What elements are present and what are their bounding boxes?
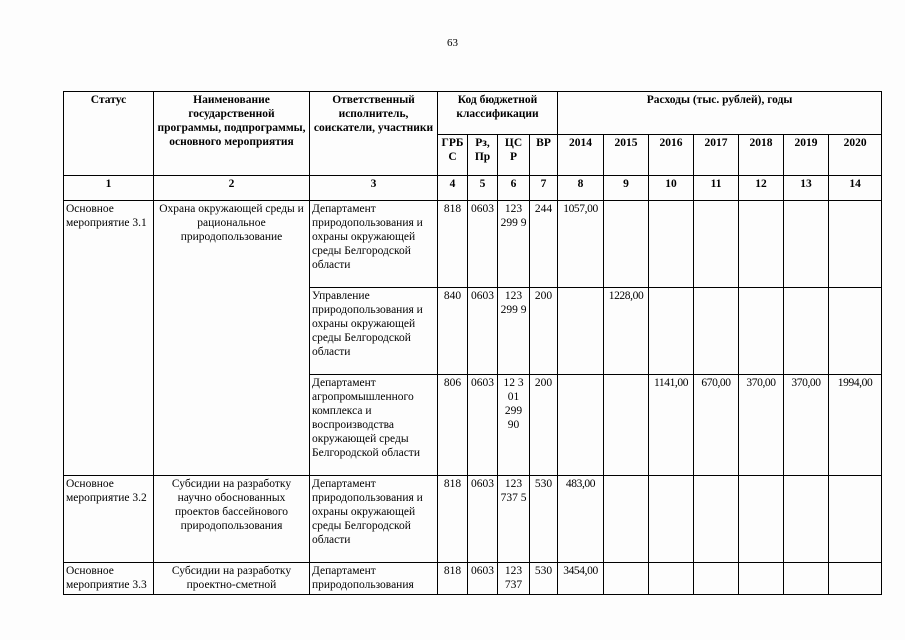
amount-cell: 370,00: [784, 375, 829, 476]
year-header: 2020: [829, 135, 882, 176]
column-number-row: [64, 176, 882, 201]
vr-cell: 200: [530, 288, 558, 375]
column-number: 9: [604, 176, 649, 201]
amount-cell: 1057,00: [558, 201, 604, 288]
year-header: 2017: [694, 135, 739, 176]
amount-cell: 670,00: [694, 375, 739, 476]
csr-cell: 123 737: [498, 563, 530, 595]
amount-cell: [649, 476, 694, 563]
rzpr-cell: 0603: [468, 288, 498, 375]
amount-cell: [694, 476, 739, 563]
grbs-cell: 806: [438, 375, 468, 476]
column-number: 6: [498, 176, 530, 201]
budget-table: [63, 91, 882, 595]
amount-cell: [649, 563, 694, 595]
grbs-cell: 818: [438, 201, 468, 288]
vr-cell: 244: [530, 201, 558, 288]
column-number: 3: [310, 176, 438, 201]
table-row: [64, 201, 882, 288]
col-executor-header: Ответственный исполнитель, соискатели, участники: [310, 92, 438, 176]
rzpr-cell: 0603: [468, 375, 498, 476]
col-vr-header: ВР: [530, 135, 558, 176]
csr-cell: 12 3 01 299 90: [498, 375, 530, 476]
rzpr-cell: 0603: [468, 563, 498, 595]
year-header: 2016: [649, 135, 694, 176]
status-cell: Основное мероприятие 3.3: [64, 563, 154, 595]
amount-cell: [649, 201, 694, 288]
column-number: 4: [438, 176, 468, 201]
year-header: 2019: [784, 135, 829, 176]
amount-cell: 370,00: [739, 375, 784, 476]
table-row: [64, 563, 882, 595]
column-number: 5: [468, 176, 498, 201]
amount-cell: [784, 201, 829, 288]
amount-cell: [739, 476, 784, 563]
column-number: 13: [784, 176, 829, 201]
status-cell: Основное мероприятие 3.2: [64, 476, 154, 563]
amount-cell: [558, 375, 604, 476]
amount-cell: [784, 563, 829, 595]
name-cell: Субсидии на разработку проектно-сметной: [154, 563, 310, 595]
csr-cell: 123 299 9: [498, 201, 530, 288]
column-number: 11: [694, 176, 739, 201]
amount-cell: [604, 201, 649, 288]
amount-cell: [829, 476, 882, 563]
col-budget-code-header: Код бюджетной классификации: [438, 92, 558, 135]
vr-cell: 530: [530, 476, 558, 563]
column-number: 2: [154, 176, 310, 201]
amount-cell: [694, 201, 739, 288]
col-rzpr-header: Рз, Пр: [468, 135, 498, 176]
status-cell: Основное мероприятие 3.1: [64, 201, 154, 476]
column-number: 12: [739, 176, 784, 201]
amount-cell: [784, 476, 829, 563]
column-number: 10: [649, 176, 694, 201]
amount-cell: [694, 563, 739, 595]
amount-cell: [604, 375, 649, 476]
header-row: [64, 92, 882, 135]
executor-cell: Департамент природопользования: [310, 563, 438, 595]
column-number: 14: [829, 176, 882, 201]
amount-cell: [829, 288, 882, 375]
col-status-header: Статус: [64, 92, 154, 176]
name-cell: Субсидии на разработку научно обоснованных проектов бассейнового природопользования: [154, 476, 310, 563]
executor-cell: Департамент природопользования и охраны окружающей среды Белгородской области: [310, 476, 438, 563]
year-header: 2014: [558, 135, 604, 176]
column-number: 8: [558, 176, 604, 201]
amount-cell: [784, 288, 829, 375]
amount-cell: [829, 563, 882, 595]
amount-cell: [604, 563, 649, 595]
amount-cell: [739, 201, 784, 288]
amount-cell: [739, 288, 784, 375]
executor-cell: Управление природопользования и охраны окружающей среды Белгородской области: [310, 288, 438, 375]
amount-cell: [558, 288, 604, 375]
grbs-cell: 840: [438, 288, 468, 375]
grbs-cell: 818: [438, 563, 468, 595]
col-expenses-header: Расходы (тыс. рублей), годы: [558, 92, 882, 135]
amount-cell: [829, 201, 882, 288]
executor-cell: Департамент природопользования и охраны окружающей среды Белгородской области: [310, 201, 438, 288]
col-csr-header: ЦС Р: [498, 135, 530, 176]
col-grbs-header: ГРБ С: [438, 135, 468, 176]
vr-cell: 200: [530, 375, 558, 476]
column-number: 7: [530, 176, 558, 201]
amount-cell: 1228,00: [604, 288, 649, 375]
amount-cell: [739, 563, 784, 595]
amount-cell: 483,00: [558, 476, 604, 563]
amount-cell: 1994,00: [829, 375, 882, 476]
grbs-cell: 818: [438, 476, 468, 563]
col-name-header: Наименование государственной программы, подпрограммы, основного мероприятия: [154, 92, 310, 176]
amount-cell: 1141,00: [649, 375, 694, 476]
amount-cell: [649, 288, 694, 375]
table-row: [64, 476, 882, 563]
csr-cell: 123 299 9: [498, 288, 530, 375]
year-header: 2018: [739, 135, 784, 176]
name-cell: Охрана окружающей среды и рациональное природопользование: [154, 201, 310, 476]
csr-cell: 123 737 5: [498, 476, 530, 563]
year-header: 2015: [604, 135, 649, 176]
amount-cell: [694, 288, 739, 375]
vr-cell: 530: [530, 563, 558, 595]
rzpr-cell: 0603: [468, 476, 498, 563]
executor-cell: Департамент агропромышленного комплекса и воспроизводства окружающей среды Белгородской области: [310, 375, 438, 476]
rzpr-cell: 0603: [468, 201, 498, 288]
amount-cell: 3454,00: [558, 563, 604, 595]
amount-cell: [604, 476, 649, 563]
page-number: 63: [447, 37, 458, 49]
column-number: 1: [64, 176, 154, 201]
